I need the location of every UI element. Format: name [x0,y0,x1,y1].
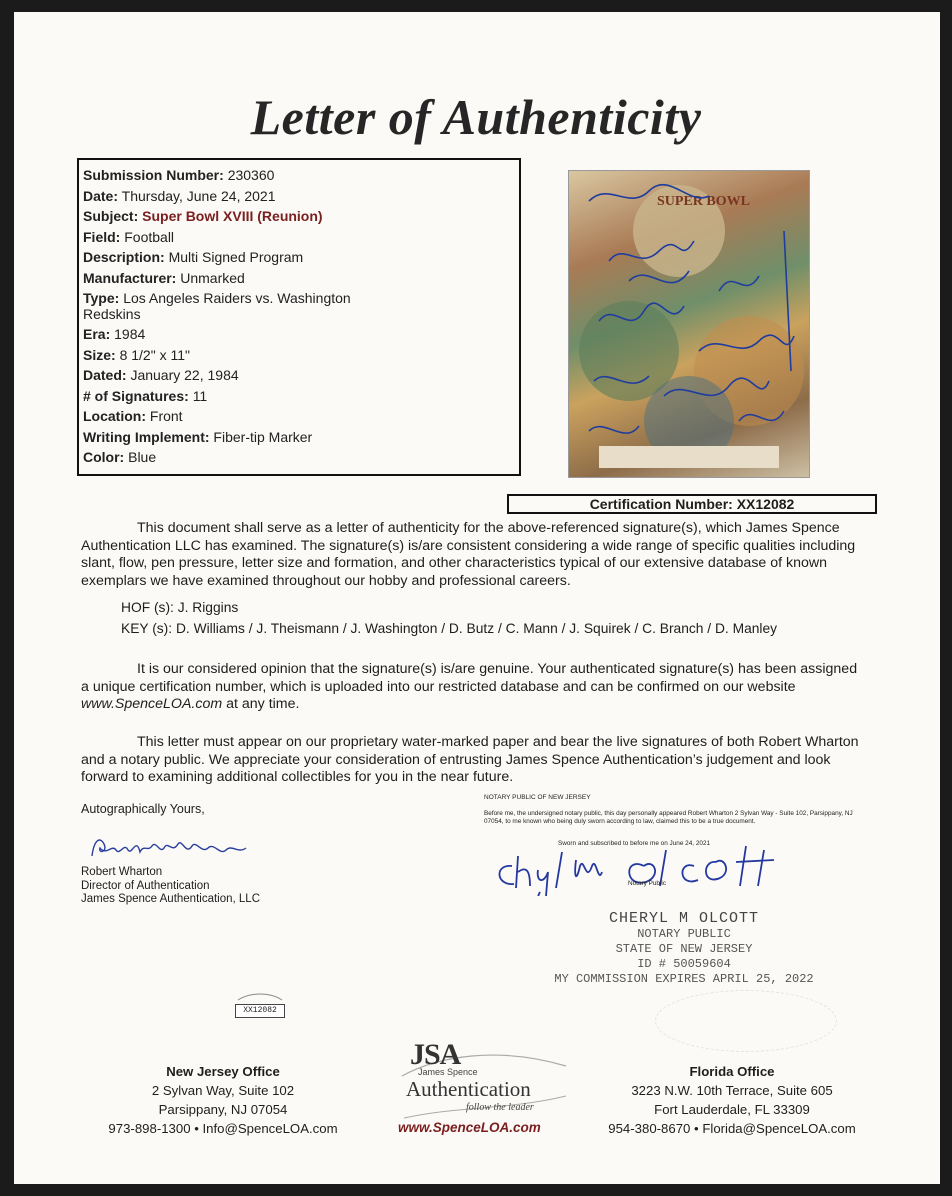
field-size: Size: 8 1/2" x 11" [83,346,190,363]
new-jersey-office [88,1062,358,1138]
notary-stamp-line: STATE OF NEW JERSEY [615,942,753,956]
office-address: 3223 N.W. 10th Terrace, Suite 605 [631,1083,833,1098]
field-signature-count: # of Signatures: 11 [83,387,208,404]
office-city: Parsippany, NJ 07054 [158,1102,288,1117]
notary-stamp [534,910,834,987]
signer-company: James Spence Authentication, LLC [81,893,261,905]
notary-stamp-line: MY COMMISSION EXPIRES APRIL 25, 2022 [554,972,814,986]
logo-url[interactable]: www.SpenceLOA.com [398,1120,541,1135]
signer-title: Director of Authentication [81,879,210,892]
office-contact: 973-898-1300 • Info@SpenceLOA.com [108,1121,338,1136]
office-name: New Jersey Office [166,1064,280,1079]
embossed-seal [655,990,837,1052]
item-photo [568,170,810,478]
field-era: Era: 1984 [83,326,146,342]
certification-number: Certification Number: XX12082 [507,494,877,514]
office-address: 2 Sylvan Way, Suite 102 [151,1083,295,1098]
notary-heading: NOTARY PUBLIC OF NEW JERSEY [484,794,591,801]
notary-stamp-name: CHERYL M OLCOTT [608,910,760,927]
field-field: Field: Football [83,228,175,245]
logo-spence: James Spence [418,1067,478,1077]
field-dated: Dated: January 22, 1984 [83,367,239,383]
watermark-paragraph: This letter must appear on our proprietary water-marked paper and bear the live signatures of both Robert Wharton and a notary public. We appreciate your consideration of entrusting James Spence Authentication’s judgement and look forward to examining additional collectibles for you in the near future. [81,734,859,786]
office-name: Florida Office [689,1064,775,1079]
item-details-box [77,158,521,476]
wharton-signature [86,826,266,866]
office-contact: 954-380-8670 • Florida@SpenceLOA.com [608,1121,856,1136]
notary-text: Before me, the undersigned notary public, this day personally appeared Robert Wharton 2 Sylvan Way - Suite 102, Parsippany, NJ 07054, to me known who being duly sworn according to law, claimed this to be a true document. [484,810,853,825]
signed-program-image [569,171,809,477]
office-city: Fort Lauderdale, FL 33309 [654,1102,810,1117]
field-location: Location: Front [83,408,183,424]
florida-office [582,1062,882,1138]
logo-authentication: Authentication [406,1077,531,1101]
notary-stamp-line: NOTARY PUBLIC [637,927,731,941]
page-title: Letter of Authenticity [250,89,702,145]
website-link[interactable]: www.SpenceLOA.com [81,696,223,713]
field-date: Date: Thursday, June 24, 2021 [83,187,276,204]
logo-jsa: JSA [410,1038,461,1071]
closing: Autographically Yours, [81,802,205,816]
opinion-paragraph: It is our considered opinion that the signature(s) is/are genuine. Your authenticated signature(s) has been assigned a unique certification number, which is uploaded into our restricted database and can be confirmed on our website www.SpenceLOA.com at any time. [81,661,858,713]
field-subject: Subject: Super Bowl XVIII (Reunion) [83,208,323,224]
field-submission-number: Submission Number: 230360 [83,167,275,183]
hologram-number: XX12082 [235,1004,285,1018]
jsa-logo [398,1036,570,1146]
field-type: Type: Los Angeles Raiders vs. Washington Redskins [83,290,351,322]
field-writing-implement: Writing Implement: Fiber-tip Marker [83,428,313,445]
signer-block [81,866,260,907]
notary-public-label: Notary Public [628,880,667,887]
signer-name: Robert Wharton [81,866,163,878]
notary-stamp-line: ID # 50059604 [637,957,731,971]
hof-signers: HOF (s): J. Riggins [121,600,239,615]
key-signers: KEY (s): D. Williams / J. Theismann / J. Washington / D. Butz / C. Mann / J. Squirek / C. Branch / D. Manley [121,621,778,636]
field-manufacturer: Manufacturer: Unmarked [83,269,245,286]
program-title: SUPER BOWL [657,194,750,209]
authenticity-paragraph: This document shall serve as a letter of authenticity for the above-referenced signature(s), which James Spence Authentication LLC has examined. The signature(s) is/are consistent considering a wide range of specific qualities including slant, flow, pen pressure, letter size and formation, and other characteristics typical of our extensive database of known exemplars we have examined throughout our hobby and professional careers. [81,520,856,589]
logo-tagline: follow the leader [466,1102,534,1113]
field-description: Description: Multi Signed Program [83,249,304,265]
field-color: Color: Blue [83,449,157,465]
notary-sworn-date: Sworn and subscribed to before me on June 24, 2021 [558,840,711,847]
